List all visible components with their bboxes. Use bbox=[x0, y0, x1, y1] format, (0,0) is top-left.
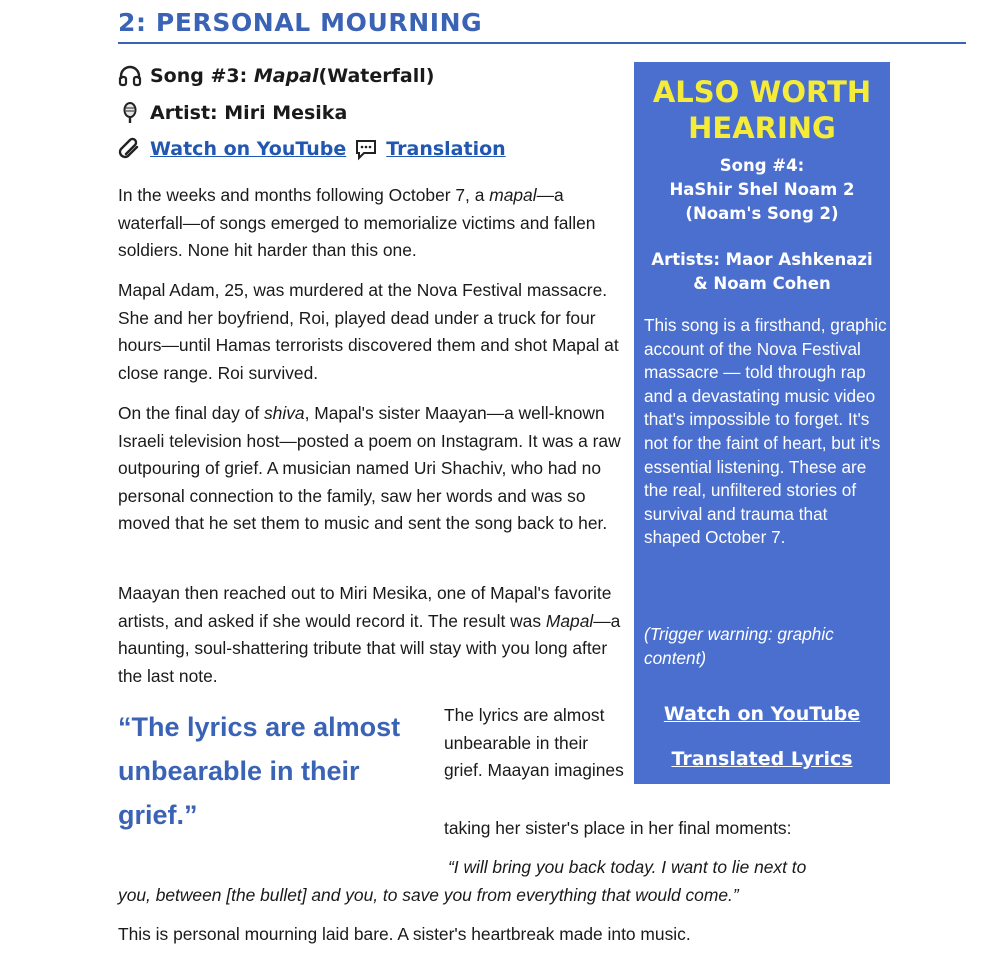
section-title: 2: PERSONAL MOURNING bbox=[118, 8, 483, 37]
sidebar-translated-lyrics-link[interactable]: Translated Lyrics bbox=[671, 748, 853, 770]
song-line bbox=[118, 64, 434, 88]
paragraph-4: Maayan then reached out to Miri Mesika, one of Mapal's favorite artists, and asked if she would record it. The result was Mapal—a haunting, soul-shattering tribute that will stay with you long after the last note. bbox=[118, 583, 621, 686]
lyric-quote bbox=[118, 853, 918, 909]
sidebar-watch-youtube-link[interactable]: Watch on YouTube bbox=[663, 703, 861, 725]
lyric-line-2: you, between [the bullet] and you, to save you from everything that would come.” bbox=[118, 885, 739, 905]
sidebar-trigger-warning: (Trigger warning: graphic content) bbox=[644, 624, 834, 668]
also-worth-hearing-sidebar bbox=[634, 62, 890, 784]
song-prefix: Song #3: bbox=[150, 65, 248, 87]
paragraph-3: On the final day of shiva, Mapal's sister Maayan—a well-known Israeli television host—posted a poem on Instagram. It was a raw outpouring of grief. A musician named Uri Shachiv, who had no personal connection to the family, saw her words and was so moved that he set them to music and sent the song back to her. bbox=[118, 403, 621, 533]
pull-quote: “The lyrics are almost unbearable in their grief.” bbox=[118, 712, 401, 830]
headphones-icon bbox=[118, 64, 144, 88]
sidebar-heading: ALSO WORTH HEARING bbox=[652, 75, 872, 145]
quote-side-text-continued: taking her sister's place in her final moments: bbox=[444, 818, 792, 838]
section-divider bbox=[118, 42, 966, 44]
lyric-line-1: “I will bring you back today. I want to lie next to bbox=[448, 857, 807, 877]
song-subtitle: (Waterfall) bbox=[318, 65, 435, 87]
sidebar-description: This song is a firsthand, graphic account of the Nova Festival massacre — told through rap and a devastating music video that's impossible to forget. It's not for the faint of heart, but it's essential listening. These are the real, unfiltered stories of survival and trauma that shaped October 7. bbox=[644, 315, 887, 548]
quote-side-text: The lyrics are almost unbearable in their grief. Maayan imagines bbox=[444, 705, 624, 780]
artist-label: Artist: Miri Mesika bbox=[150, 102, 348, 124]
translation-link[interactable]: Translation bbox=[386, 138, 506, 160]
artist-line bbox=[118, 101, 347, 125]
song-title: Mapal bbox=[253, 65, 319, 87]
microphone-icon bbox=[118, 101, 144, 125]
watch-youtube-link[interactable]: Watch on YouTube bbox=[150, 138, 347, 160]
paragraph-1: In the weeks and months following October 7, a mapal—a waterfall—of songs emerged to memorialize victims and fallen soldiers. None hit harder than this one. bbox=[118, 185, 596, 260]
sidebar-artists-line-1: Artists: Maor Ashkenazi bbox=[651, 250, 873, 269]
sidebar-song-title: HaShir Shel Noam 2 bbox=[669, 180, 855, 199]
paperclip-link-icon bbox=[118, 137, 144, 161]
sidebar-song-subtitle: (Noam's Song 2) bbox=[685, 204, 839, 223]
sidebar-song-label: Song #4: bbox=[719, 156, 805, 175]
links-line bbox=[118, 137, 506, 161]
sidebar-artists-line-2: & Noam Cohen bbox=[693, 274, 831, 293]
paragraph-2: Mapal Adam, 25, was murdered at the Nova Festival massacre. She and her boyfriend, Roi, played dead under a truck for four hours—until Hamas terrorists discovered them and shot Mapal at close range. Roi survived. bbox=[118, 280, 619, 383]
closing-paragraph: This is personal mourning laid bare. A sister's heartbreak made into music. bbox=[118, 924, 691, 944]
speech-bubble-icon bbox=[354, 137, 380, 161]
